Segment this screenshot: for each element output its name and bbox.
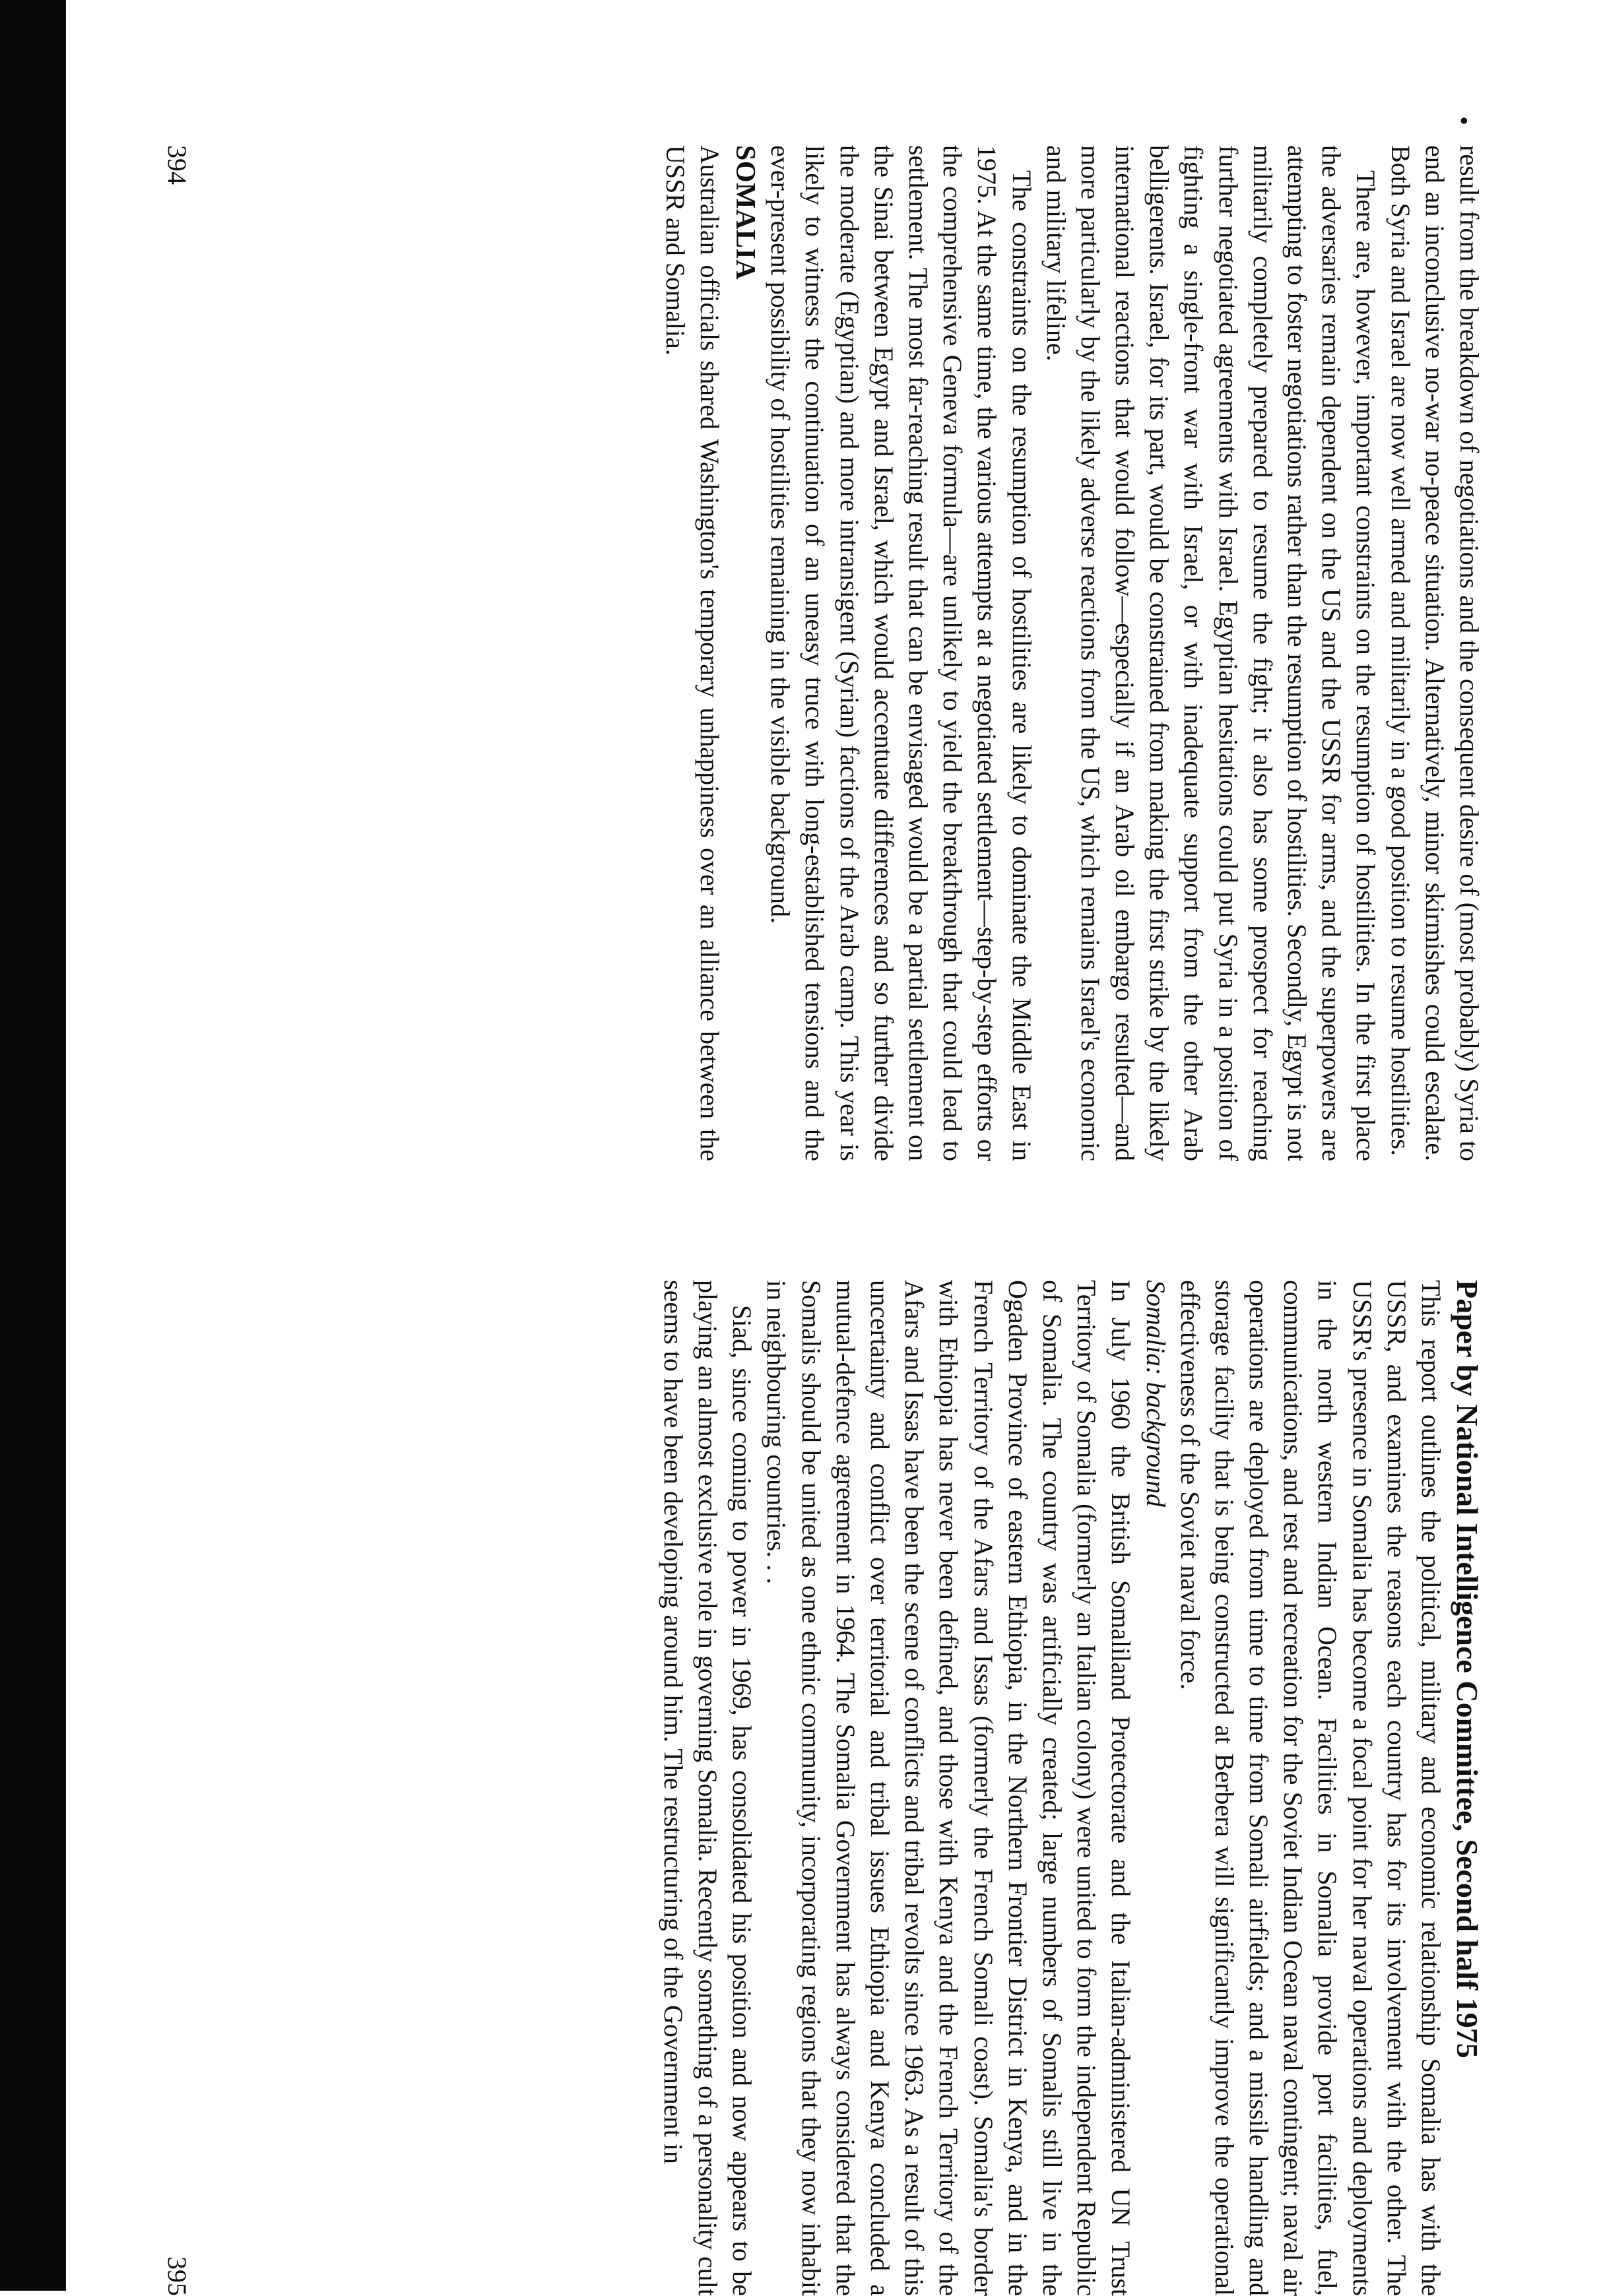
page-number: 394 — [162, 145, 192, 185]
background-paragraph: In July 1960 the British Somaliland Protectorate and the Italian-administered UN Trust Territory of Somalia (formerly an Italian colony) were united to form the independent Republic of Somalia. The country was artificially created; large numbers of Somalis still live in the Ogaden Province of eastern Ethiopia, in the Northern Frontier District in Kenya, and in the French Territory of the Afars and Issas (formerly the French Somali coast). Somalia's border with Ethiopia has never been defined, and those with Kenya and the French Territory of the Afars and Issas have been the scene of conflicts and tribal revolts since 1963. As a result of this uncertainty and conflict over territorial and tribal issues Ethiopia and Kenya concluded a mutual-defence agreement in 1964. The Somalia Government has always considered that the Somalis should be united as one ethnic community, incorporating regions that they now inhabit in neighbouring countries. . . — [762, 1280, 1136, 2296]
page-number: 395 — [162, 2256, 192, 2296]
siad-paragraph: Siad, since coming to power in 1969, has consolidated his position and now appears to be playing an almost exclusive role in governing Somalia. Recently something of a personality cult seems to have been developing around him. The restructuring of the Government in — [658, 1280, 758, 2296]
section-title: SOMALIA — [730, 145, 761, 280]
paragraph: The constraints on the resumption of hostilities are likely to dominate the Middle East in 1975. At the same time, the various attempts at a negotiated settlement—step-by-step efforts or the comprehensive Geneva formula—are unlikely to yield the breakthrough that could lead to settlement. The most far-reaching result that can be envisaged would be a partial settlement on the Sinai between Egypt and Israel, which would accentuate differences and so further divide the moderate (Egyptian) and more intransigent (Syrian) factions of the Arab camp. This year is likely to witness the continuation of an uneasy truce with long-established tensions and the ever-present possibility of hostilities remaining in the visible background. — [766, 145, 1037, 1161]
paper-title: Paper by National Intelligence Committee, Second half 1975 — [1451, 1280, 1484, 2058]
subheading: Somalia: background — [1140, 1280, 1171, 1508]
paragraph: result from the breakdown of negotiations and the consequent desire of (most probably) Syria to end an inconclusive no-war no-peace situation. Alternatively, minor skirmishes could escalate. Both Syria and Israel are now well armed and militarily in a good position to resume hostilities. — [1385, 145, 1484, 1161]
section-text: Australian officials shared Washington's temporary unhappiness over an alliance between the USSR and Somalia. — [661, 145, 725, 1161]
left-page — [48, 116, 1486, 1161]
margin-mark: • — [1449, 116, 1479, 126]
right-page — [48, 1280, 1486, 2296]
left-text-column — [658, 145, 1486, 1161]
right-text-column — [656, 1280, 1486, 2296]
intro-paragraph: This report outlines the political, military and economic relationship Somalia has with the USSR, and examines the reasons each country has for its involvement with the other. The USSR's presence in Somalia has become a focal point for her naval operations and deployments in the north western Indian Ocean. Facilities in Somalia provide port facilities, fuel, communications, and rest and recreation for the Soviet Indian Ocean naval contingent; naval air operations are deployed from time to time from Somali airfields; and a missile handling and storage facility that is being constructed at Berbera will significantly improve the operational effectiveness of the Soviet naval force. — [1175, 1280, 1447, 2296]
paragraph: There are, however, important constraints on the resumption of hostilities. In the first place the adversaries remain dependent on the US and the USSR for arms, and the superpowers are attempting to foster negotiations rather than the resumption of hostilities. Secondly, Egypt is not militarily completely prepared to resume the fight; it also has some prospect for reaching further negotiated agreements with Israel. Egyptian hesitations could put Syria in a position of fighting a single-front war with Israel, or with inadequate support from the other Arab belligerents. Israel, for its part, would be constrained from making the first strike by the likely international reactions that would follow—especially if an Arab oil embargo resulted—and more particularly by the likely adverse reactions from the US, which remains Israel's economic and military lifeline. — [1041, 145, 1381, 1161]
